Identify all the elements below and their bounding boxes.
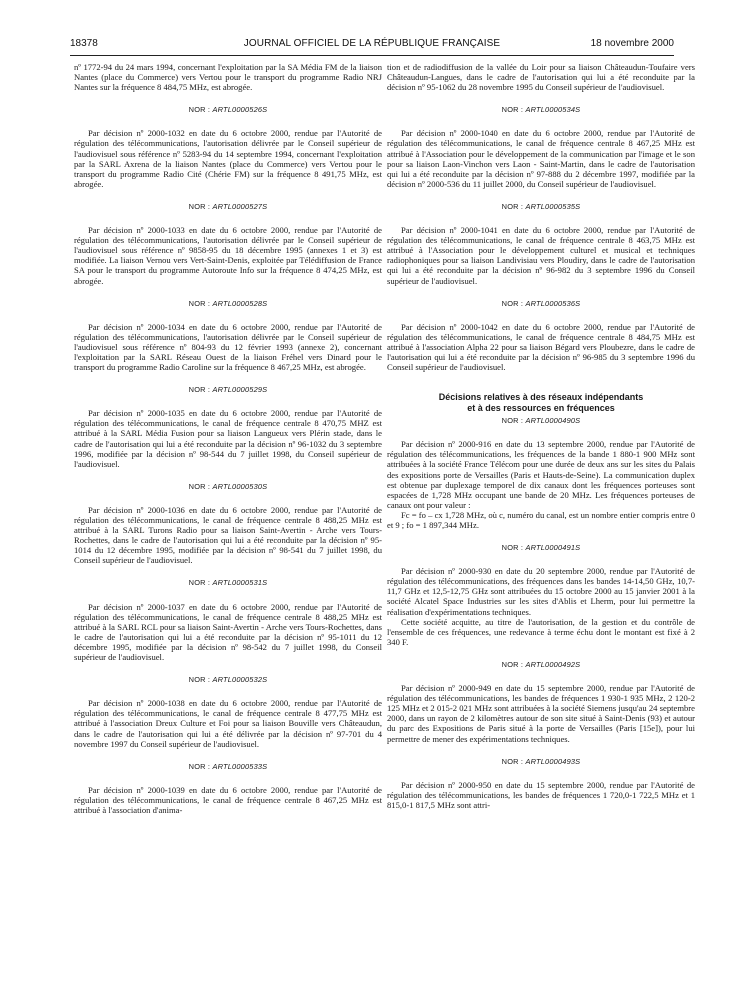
decision-paragraph: Par décision nº 2000-1032 en date du 6 octobre 2000, rendue par l'Autorité de régulation des télécommunications, l'autorisation délivrée par le Conseil supérieur de l'audiovisuel sous référence nº 5283-94 du 14 septembre 1994, concernant l'exploitation par la SARL Axrena de la liaison Nantes (place du Commerce) vers Vertou pour le transport du programme Radio Cité (Chérie FM) sur la fréquence 8 491,75 MHz, est abrogée. xyxy=(74,128,382,189)
decision-paragraph: Par décision nº 2000-1041 en date du 6 octobre 2000, rendue par l'Autorité de régulation des télécommunications, le canal de fréquence centrale 8 463,75 MHz est attribué à l'Association pour le développement culturel et musical et techniques radiophoniques pour sa liaison Landivisiau vers Ploudiry, dans le cadre de l'autorisation qui lui a été reconduite par la décision nº 96-982 du 3 septembre 1996 du Conseil supérieur de l'audiovisuel. xyxy=(387,225,695,286)
decision-paragraph: Par décision nº 2000-949 en date du 15 septembre 2000, rendue par l'Autorité de régulation des télécommunications, les bandes de fréquences 1 930-1 935 MHz, 2 120-2 125 MHz et 2 015-2 021 MHz sont attribuées à la société Siemens jusqu'au 24 septembre 2000, dans un rayon de 2 kilomètres autour de son site situé à Saint-Denis (93) et autour du parc des Expositions de Paris situé à la porte de Versailles (Paris [15e]), pour lui permettre de mener des expérimentations techniques. xyxy=(387,683,695,744)
page-header xyxy=(70,38,674,52)
nor-label: NOR : xyxy=(188,298,211,308)
decision-paragraph: Par décision nº 2000-1038 en date du 6 octobre 2000, rendue par l'Autorité de régulation des télécommunications, le canal de fréquence centrale 8 477,75 MHz est attribué à l'association Dreux Culture et Foi pour sa liaison Bouville vers Châteaudun, dans le cadre de l'autorisation qui lui a été délivrée par la décision nº 97-701 du 4 novembre 1997 du Conseil supérieur de l'audiovisuel. xyxy=(74,698,382,749)
nor-code: ARTL0000527S xyxy=(212,201,268,211)
nor-label: NOR : xyxy=(501,201,524,211)
nor-label: NOR : xyxy=(501,105,524,115)
decision-paragraph: Par décision nº 2000-930 en date du 20 septembre 2000, rendue par l'Autorité de régulation des télécommunications, des fréquences dans les bandes 14-14,50 GHz, 10,7-11,7 GHz et 12,5-12,75 GHz sont attribuées du 15 octobre 2000 au 15 janvier 2001 à la société Alcatel Space Industries sur les sites d'Ablis et Lherm, pour lui permettre la réalisation d'expérimentations techniques. xyxy=(387,566,695,617)
decision-paragraph: Par décision nº 2000-1042 en date du 6 octobre 2000, rendue par l'Autorité de régulation des télécommunications, le canal de fréquence centrale 8 484,75 MHz est attribué à l'association Alpha 22 pour sa liaison Bégard vers Ploubezre, dans le cadre de l'autorisation qui lui a été reconduite par la décision nº 96-985 du 3 septembre 1996 du Conseil supérieur de l'audiovisuel. xyxy=(387,321,695,373)
nor-reference xyxy=(387,757,695,767)
journal-title: JOURNAL OFFICIEL DE LA RÉPUBLIQUE FRANÇAISE xyxy=(243,38,501,49)
nor-code: ARTL0000528S xyxy=(212,298,268,308)
nor-label: NOR : xyxy=(501,756,524,766)
nor-code: ARTL0000490S xyxy=(525,416,581,426)
nor-reference xyxy=(74,202,382,212)
nor-code: ARTL0000533S xyxy=(212,761,268,771)
nor-reference xyxy=(74,105,382,115)
continued-paragraph: tion et de radiodiffusion de la vallée du Loir pour sa liaison Châteaudun-Toufaire vers Châteaudun-Langues, dans le cadre de l'autorisation qui lui a été reconduite par la décision nº 95-1062 du 28 novembre 1995 du Conseil supérieur de l'audiovisuel. xyxy=(387,62,695,93)
nor-reference xyxy=(387,543,695,553)
nor-label: NOR : xyxy=(188,761,211,771)
nor-reference xyxy=(387,105,695,115)
header-rule xyxy=(70,55,674,56)
nor-reference xyxy=(74,578,382,588)
nor-code: ARTL0000526S xyxy=(212,105,268,115)
nor-code: ARTL0000531S xyxy=(212,578,268,588)
nor-code: ARTL0000493S xyxy=(525,756,581,766)
nor-label: NOR : xyxy=(501,298,524,308)
nor-label: NOR : xyxy=(501,659,524,669)
nor-reference xyxy=(387,202,695,212)
nor-label: NOR : xyxy=(188,675,211,685)
right-column xyxy=(387,62,695,810)
nor-code: ARTL0000491S xyxy=(525,543,581,553)
nor-reference xyxy=(387,299,695,309)
nor-label: NOR : xyxy=(188,105,211,115)
decision-paragraph: Par décision nº 2000-1037 en date du 6 octobre 2000, rendue par l'Autorité de régulation des télécommunications, le canal de fréquence centrale 8 488,25 MHz est attribué à la SARL RCL pour sa liaison Saint-Avertin - Arche vers Tours-Rochettes, dans le cadre de l'autorisation qui lui a été reconduite par la décision nº 95-1011 du 12 décembre 1995, modifiée par la décision nº 98-542 du 7 juillet 1998, du Conseil supérieur de l'audiovisuel. xyxy=(74,601,382,663)
nor-label: NOR : xyxy=(188,385,211,395)
decision-paragraph: Par décision nº 2000-916 en date du 13 septembre 2000, rendue par l'Autorité de régulation des télécommunications, les fréquences de la bande 1 880-1 900 MHz sont attribuées à la société France Télécom pour une durée de deux ans sur les sites du Palais des expositions porte de Versailles (Paris et Hauts-de-Seine). La communication duplex est obtenue par duplexage temporel de dix canaux dont les fréquences porteuses sont espacées de 1,728 MHz occupant une bande de 20 MHz. Les fréquences porteuses de canaux ont pour valeur : xyxy=(387,439,695,510)
continued-paragraph: nº 1772-94 du 24 mars 1994, concernant l'exploitation par la SA Média FM de la liaison Nantes (place du Commerce) vers Vertou pour le transport du programme Radio NRJ Nantes sur la fréquence 8 484,75 MHz, est abrogée. xyxy=(74,62,382,93)
nor-code: ARTL0000534S xyxy=(525,105,581,115)
nor-code: ARTL0000536S xyxy=(525,298,581,308)
nor-label: NOR : xyxy=(501,543,524,553)
nor-code: ARTL0000532S xyxy=(212,675,268,685)
nor-label: NOR : xyxy=(188,578,211,588)
nor-label: NOR : xyxy=(188,201,211,211)
section-heading-line: et à des ressources en fréquences xyxy=(467,403,615,414)
nor-label: NOR : xyxy=(501,416,524,426)
issue-date: 18 novembre 2000 xyxy=(590,38,674,49)
nor-code: ARTL0000492S xyxy=(525,659,581,669)
page-number: 18378 xyxy=(70,38,98,49)
fee-paragraph: Cette société acquitte, au titre de l'autorisation, de la gestion et du contrôle de l'ensemble de ces fréquences, une redevance à terme échu dont le montant est fixé à 2 340 F. xyxy=(387,616,695,647)
formula-paragraph: Fc = fo – cx 1,728 MHz, où c, numéro du canal, est un nombre entier compris entre 0 et 9 ; fo = 1 897,344 MHz. xyxy=(387,509,695,530)
decision-paragraph: Par décision nº 2000-1039 en date du 6 octobre 2000, rendue par l'Autorité de régulation des télécommunications, le canal de fréquence centrale 8 467,25 MHz est attribué à l'association d'anima- xyxy=(74,784,382,815)
nor-reference xyxy=(74,299,382,309)
nor-code: ARTL0000535S xyxy=(525,201,581,211)
section-heading xyxy=(387,392,695,414)
nor-code: ARTL0000530S xyxy=(212,481,268,491)
nor-reference xyxy=(387,416,695,426)
nor-reference xyxy=(387,660,695,670)
nor-reference xyxy=(74,762,382,772)
left-column xyxy=(74,62,382,815)
nor-reference xyxy=(74,675,382,685)
decision-paragraph: Par décision nº 2000-1034 en date du 6 octobre 2000, rendue par l'Autorité de régulation des télécommunications, l'autorisation délivrée par le Conseil supérieur de l'audiovisuel sous référence nº 804-93 du 12 février 1993 (annexe 2), concernant l'exploitation par la SARL Réseau Ouest de la liaison Fréhel vers Dinard pour le transport du programme Radio Caroline sur la fréquence 8 467,25 MHz, est abrogée. xyxy=(74,321,382,373)
decision-paragraph: Par décision nº 2000-1033 en date du 6 octobre 2000, rendue par l'Autorité de régulation des télécommunications, l'autorisation délivrée par le Conseil supérieur de l'audiovisuel sous référence nº 9858-95 du 18 décembre 1995 (annexes 1 et 3) est modifiée. La liaison Vernou vers Vert-Saint-Denis, exploitée par Télédiffusion de France SA pour le transport du programme Autoroute Info sur la fréquence 8 474,25 MHz, est abrogée. xyxy=(74,225,382,286)
decision-paragraph: Par décision nº 2000-1040 en date du 6 octobre 2000, rendue par l'Autorité de régulation des télécommunications, le canal de fréquence centrale 8 467,25 MHz est attribué à l'Association pour le développement de la communication par l'image et le son pour sa liaison Laon-Vinchon vers Laon - Saint-Martin, dans le cadre de l'autorisation qui lui a été reconduite par la décision nº 97-888 du 2 décembre 1997, modifiée par la décision nº 2000-536 du 11 juillet 2000, du Conseil supérieur de l'audiovisuel. xyxy=(387,128,695,189)
decision-paragraph: Par décision nº 2000-950 en date du 15 septembre 2000, rendue par l'Autorité de régulation des télécommunications, les bandes de fréquences 1 720,0-1 722,5 MHz et 1 815,0-1 817,5 MHz sont attri- xyxy=(387,779,695,810)
nor-reference xyxy=(74,482,382,492)
decision-paragraph: Par décision nº 2000-1035 en date du 6 octobre 2000, rendue par l'Autorité de régulation des télécommunications, le canal de fréquence centrale 8 470,75 MHZ est attribué à la SARL Média Fusion pour sa liaison Langueux vers Plérin stade, dans le cadre de l'autorisation qui lui a été reconduite par la décision nº 96-1032 du 3 septembre 1996, modifiée par la décision nº 98-544 du 7 juillet 1998, du Conseil supérieur de l'audiovisuel. xyxy=(74,408,382,469)
nor-label: NOR : xyxy=(188,481,211,491)
nor-code: ARTL0000529S xyxy=(212,385,268,395)
section-heading-line: Décisions relatives à des réseaux indépendants xyxy=(438,392,644,403)
decision-paragraph: Par décision nº 2000-1036 en date du 6 octobre 2000, rendue par l'Autorité de régulation des télécommunications, le canal de fréquence centrale 8 488,25 MHz est attribué à la SARL Turons Radio pour sa liaison Saint-Avertin - Arche vers Tours-Rochettes, dans le cadre de l'autorisation qui lui a été reconduite par la décision nº 95-1014 du 12 décembre 1995, modifiée par la décision nº 98-541 du 7 juillet 1998, du Conseil supérieur de l'audiovisuel. xyxy=(74,504,382,566)
nor-reference xyxy=(74,385,382,395)
